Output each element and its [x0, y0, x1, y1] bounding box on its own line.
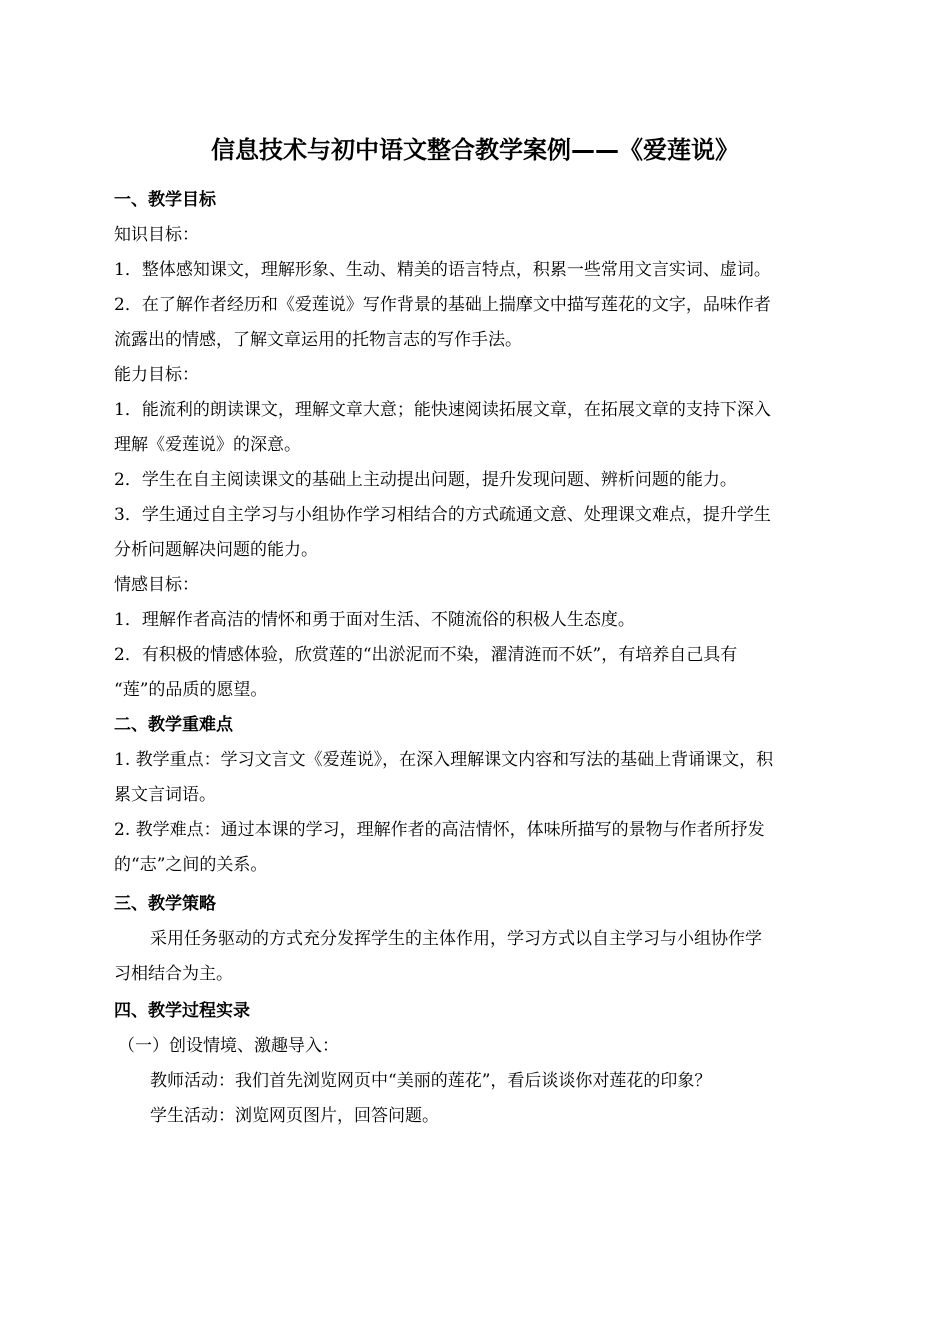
paragraph-line: 2．有积极的情感体验，欣赏莲的“出淤泥而不染，濯清涟而不妖”，有培养自己具有 [114, 645, 738, 665]
paragraph-line: 的“志”之间的关系。 [114, 855, 268, 875]
paragraph-line: 1．整体感知课文，理解形象、生动、精美的语言特点，积累一些常用文言实词、虚词。 [114, 260, 771, 280]
subheading-step-one: （一）创设情境、激趣导入： [118, 1036, 339, 1056]
subheading-ability-objectives: 能力目标： [114, 365, 199, 385]
section-heading-key-difficulties: 二、教学重难点 [114, 715, 233, 735]
section-heading-teaching-strategy: 三、教学策略 [114, 894, 216, 914]
paragraph-line: 学生活动：浏览网页图片，回答问题。 [150, 1106, 439, 1126]
paragraph-line: 流露出的情感，了解文章运用的托物言志的写作手法。 [114, 330, 522, 350]
paragraph-line: 采用任务驱动的方式充分发挥学生的主体作用，学习方式以自主学习与小组协作学 [150, 929, 762, 949]
subheading-knowledge-objectives: 知识目标： [114, 225, 199, 245]
document-title: 信息技术与初中语文整合教学案例——《爱莲说》 [211, 136, 739, 164]
paragraph-line: “莲”的品质的愿望。 [114, 680, 268, 700]
paragraph-line: 2．学生在自主阅读课文的基础上主动提出问题，提升发现问题、辨析问题的能力。 [114, 470, 737, 490]
subheading-emotional-objectives: 情感目标： [114, 575, 199, 595]
paragraph-line: 2．在了解作者经历和《爱莲说》写作背景的基础上揣摩文中描写莲花的文字，品味作者 [114, 295, 771, 315]
section-heading-teaching-process: 四、教学过程实录 [114, 1001, 250, 1021]
paragraph-line: 教师活动：我们首先浏览网页中“美丽的莲花”，看后谈谈你对莲花的印象？ [150, 1071, 712, 1091]
paragraph-line: 1．理解作者高洁的情怀和勇于面对生活、不随流俗的积极人生态度。 [114, 610, 635, 630]
section-heading-teaching-objectives: 一、教学目标 [114, 190, 216, 210]
paragraph-line: 1. 教学重点：学习文言文《爱莲说》，在深入理解课文内容和写法的基础上背诵课文，积 [114, 750, 774, 770]
paragraph-line: 习相结合为主。 [114, 964, 233, 984]
paragraph-line: 3．学生通过自主学习与小组协作学习相结合的方式疏通文意、处理课文难点，提升学生 [114, 505, 771, 525]
paragraph-line: 分析问题解决问题的能力。 [114, 540, 318, 560]
paragraph-line: 累文言词语。 [114, 785, 216, 805]
paragraph-line: 理解《爱莲说》的深意。 [114, 435, 301, 455]
paragraph-line: 1．能流利的朗读课文，理解文章大意；能快速阅读拓展文章，在拓展文章的支持下深入 [114, 400, 771, 420]
paragraph-line: 2. 教学难点：通过本课的学习，理解作者的高洁情怀，体味所描写的景物与作者所抒发 [114, 820, 765, 840]
